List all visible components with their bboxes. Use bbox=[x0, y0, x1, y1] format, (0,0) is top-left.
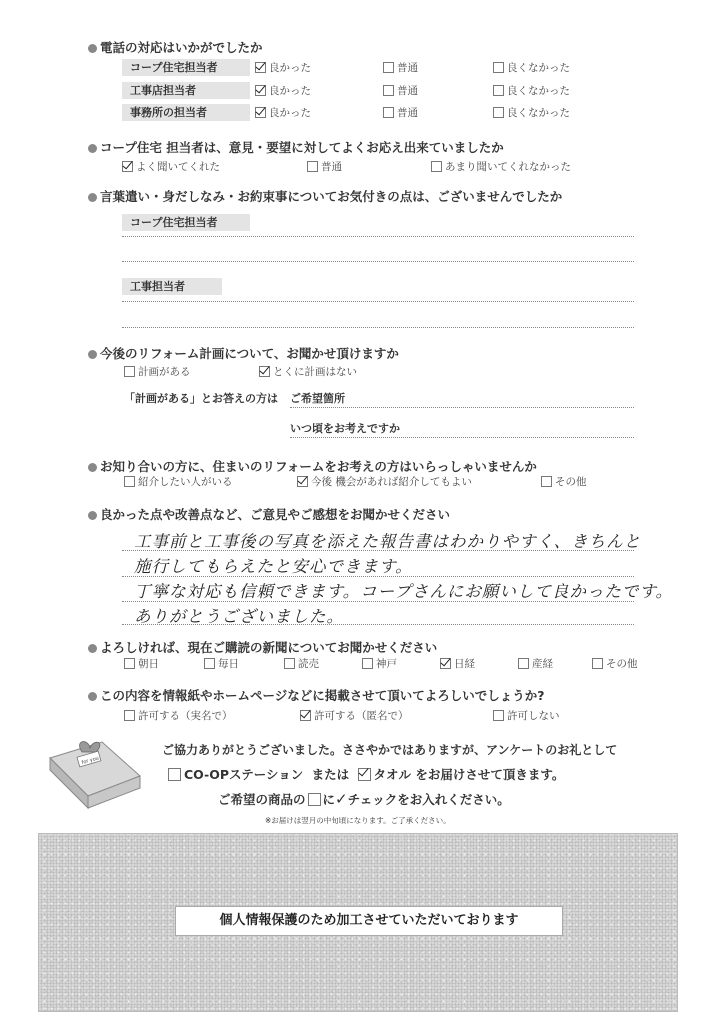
q6-title: 良かった点や改善点など、ご意見やご感想をお聞かせください bbox=[88, 505, 450, 523]
checkmark-icon: ✓ bbox=[335, 790, 348, 808]
q1-option[interactable] bbox=[493, 106, 570, 120]
option-label: 神戸 bbox=[376, 658, 397, 670]
q4-when-label: いつ頃をお考えですか bbox=[290, 422, 400, 435]
q4-where-label: ご希望箇所 bbox=[290, 392, 345, 405]
bullet-icon bbox=[88, 144, 97, 153]
q2-option[interactable] bbox=[122, 160, 220, 174]
deliver-text: をお届けさせて頂きます。 bbox=[415, 767, 565, 782]
option-label: 良かった bbox=[269, 107, 311, 119]
q4-title: 今後のリフォーム計画について、お聞かせ頂けますか bbox=[88, 344, 399, 362]
checkbox[interactable] bbox=[204, 658, 215, 669]
checkbox[interactable] bbox=[255, 85, 266, 96]
q1-option[interactable] bbox=[493, 61, 570, 75]
option-label: 普通 bbox=[397, 62, 418, 74]
q1-row-label: コープ住宅担当者 bbox=[122, 59, 250, 76]
q1-row-label: 事務所の担当者 bbox=[122, 104, 250, 121]
answer-line[interactable] bbox=[122, 261, 634, 262]
q5-option[interactable] bbox=[297, 475, 472, 489]
option-label: 日経 bbox=[454, 658, 475, 670]
coop-station-checkbox[interactable] bbox=[168, 768, 181, 781]
checkbox[interactable] bbox=[440, 658, 451, 669]
answer-line[interactable] bbox=[122, 301, 634, 302]
checkbox[interactable] bbox=[383, 62, 394, 73]
q3-title: 言葉遣い・身だしなみ・お約束事についてお気付きの点は、ございませんでしたか bbox=[88, 187, 562, 205]
q1-option[interactable] bbox=[383, 61, 418, 75]
instruction-mid: に bbox=[322, 792, 336, 807]
q1-option[interactable] bbox=[383, 106, 418, 120]
checkbox[interactable] bbox=[255, 62, 266, 73]
q1-option[interactable] bbox=[255, 84, 311, 98]
option-label: 良くなかった bbox=[507, 62, 570, 74]
answer-line[interactable] bbox=[122, 327, 634, 328]
or-text: または bbox=[311, 767, 350, 782]
gift-tag-text: for you bbox=[81, 755, 100, 767]
bullet-icon bbox=[88, 511, 97, 520]
checkbox[interactable] bbox=[284, 658, 295, 669]
option-label: その他 bbox=[606, 658, 638, 670]
option-label: 許可する（実名で） bbox=[138, 710, 233, 722]
option-label: とくに計画はない bbox=[273, 366, 357, 378]
q8-option[interactable] bbox=[493, 709, 560, 723]
option-label: 今後 機会があれば紹介してもよい bbox=[311, 476, 472, 488]
towel-checkbox[interactable] bbox=[358, 768, 371, 781]
q8-title: この内容を情報紙やホームページなどに掲載させて頂いてよろしいでしょうか? bbox=[88, 686, 545, 704]
checkbox[interactable] bbox=[431, 161, 442, 172]
checkbox[interactable] bbox=[259, 366, 270, 377]
option-label: その他 bbox=[555, 476, 587, 488]
where-line[interactable] bbox=[290, 407, 634, 408]
checkbox[interactable] bbox=[124, 658, 135, 669]
bullet-icon bbox=[88, 44, 97, 53]
q7-option[interactable] bbox=[124, 657, 159, 671]
checkbox[interactable] bbox=[124, 366, 135, 377]
checkbox[interactable] bbox=[122, 161, 133, 172]
checkbox[interactable] bbox=[493, 710, 504, 721]
option-label: 朝日 bbox=[138, 658, 159, 670]
checkbox[interactable] bbox=[362, 658, 373, 669]
sample-checkbox-icon bbox=[308, 793, 321, 806]
checkbox[interactable] bbox=[592, 658, 603, 669]
checkbox[interactable] bbox=[124, 710, 135, 721]
option-label: 良かった bbox=[269, 62, 311, 74]
q1-option[interactable] bbox=[255, 61, 311, 75]
q7-option[interactable] bbox=[518, 657, 553, 671]
q7-option[interactable] bbox=[204, 657, 239, 671]
comment-line-1: 工事前と工事後の写真を添えた報告書はわかりやすく、きちんと bbox=[134, 532, 642, 551]
q5-option[interactable] bbox=[124, 475, 233, 489]
q4-followup: 「計画がある」とお答えの方は bbox=[124, 392, 278, 405]
q7-option[interactable] bbox=[284, 657, 319, 671]
q1-row-label: 工事店担当者 bbox=[122, 82, 250, 99]
coop-station-label: CO-OPステーション bbox=[184, 767, 304, 782]
q4-option[interactable] bbox=[259, 365, 357, 379]
gift-choice-row bbox=[168, 765, 564, 783]
option-label: 良くなかった bbox=[507, 107, 570, 119]
checkbox[interactable] bbox=[541, 476, 552, 487]
checkbox[interactable] bbox=[124, 476, 135, 487]
q7-option[interactable] bbox=[440, 657, 475, 671]
checkbox[interactable] bbox=[255, 107, 266, 118]
option-label: 紹介したい人がいる bbox=[138, 476, 233, 488]
q5-option[interactable] bbox=[541, 475, 587, 489]
checkbox[interactable] bbox=[493, 107, 504, 118]
thanks-line: ご協力ありがとうございました。ささやかではありますが、アンケートのお礼として bbox=[162, 743, 618, 757]
q2-title: コープ住宅 担当者は、意見・要望に対してよくお応え出来ていましたか bbox=[88, 138, 504, 156]
checkbox[interactable] bbox=[493, 62, 504, 73]
q8-option[interactable] bbox=[300, 709, 409, 723]
q8-option[interactable] bbox=[124, 709, 233, 723]
checkbox[interactable] bbox=[300, 710, 311, 721]
instruction-pre: ご希望の商品の bbox=[218, 792, 306, 807]
checkbox[interactable] bbox=[518, 658, 529, 669]
option-label: 許可する（匿名で） bbox=[314, 710, 409, 722]
q4-option[interactable] bbox=[124, 365, 191, 379]
comment-line-3: 丁寧な対応も信頼できます。コープさんにお願いして良かったです。 bbox=[134, 582, 674, 601]
q5-title: お知り合いの方に、住まいのリフォームをお考えの方はいらっしゃいませんか bbox=[88, 457, 537, 475]
bullet-icon bbox=[88, 350, 97, 359]
bullet-icon bbox=[88, 193, 97, 202]
option-label: 普通 bbox=[321, 161, 342, 173]
q2-option[interactable] bbox=[431, 160, 571, 174]
option-label: 良くなかった bbox=[507, 85, 570, 97]
checkbox[interactable] bbox=[383, 107, 394, 118]
q3-label-coop: コープ住宅担当者 bbox=[122, 214, 250, 231]
option-label: よく聞いてくれた bbox=[136, 161, 220, 173]
q1-option[interactable] bbox=[383, 84, 418, 98]
option-label: 産経 bbox=[532, 658, 553, 670]
answer-line[interactable] bbox=[122, 236, 634, 237]
checkbox[interactable] bbox=[493, 85, 504, 96]
option-label: 普通 bbox=[397, 85, 418, 97]
checkbox[interactable] bbox=[307, 161, 318, 172]
instruction-line bbox=[218, 790, 510, 808]
q2-option[interactable] bbox=[307, 160, 342, 174]
option-label: 許可しない bbox=[507, 710, 560, 722]
q1-option[interactable] bbox=[255, 106, 311, 120]
q3-label-construction: 工事担当者 bbox=[122, 278, 222, 295]
option-label: 毎日 bbox=[218, 658, 239, 670]
checkbox[interactable] bbox=[297, 476, 308, 487]
q7-title: よろしければ、現在ご購読の新聞についてお聞かせください bbox=[88, 638, 437, 656]
comment-line-2: 施行してもらえたと安心できます。 bbox=[134, 557, 413, 576]
option-label: 普通 bbox=[397, 107, 418, 119]
when-line[interactable] bbox=[290, 437, 634, 438]
towel-label: タオル bbox=[373, 767, 412, 782]
q7-option[interactable] bbox=[592, 657, 638, 671]
option-label: あまり聞いてくれなかった bbox=[445, 161, 571, 173]
bullet-icon bbox=[88, 644, 97, 653]
gift-box-icon bbox=[44, 736, 144, 812]
q1-option[interactable] bbox=[493, 84, 570, 98]
q1-title: 電話の対応はいかがでしたか bbox=[88, 38, 263, 56]
privacy-notice: 個人情報保護のため加工させていただいております bbox=[175, 906, 563, 936]
delivery-note: ※お届けは翌月の中旬頃になります。ご了承ください。 bbox=[265, 816, 451, 825]
bullet-icon bbox=[88, 463, 97, 472]
option-label: 計画がある bbox=[138, 366, 191, 378]
option-label: 良かった bbox=[269, 85, 311, 97]
bullet-icon bbox=[88, 692, 97, 701]
checkbox[interactable] bbox=[383, 85, 394, 96]
comment-line-4: ありがとうございました。 bbox=[134, 607, 344, 626]
instruction-post: チェックをお入れください。 bbox=[347, 792, 510, 807]
q7-option[interactable] bbox=[362, 657, 397, 671]
option-label: 読売 bbox=[298, 658, 319, 670]
